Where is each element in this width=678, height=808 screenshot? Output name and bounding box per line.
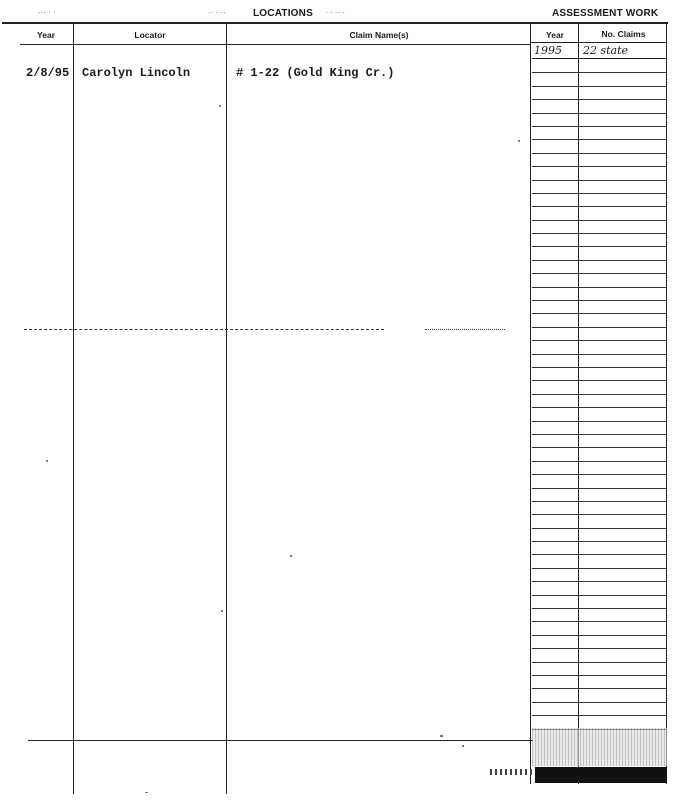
column-divider (226, 24, 227, 794)
speck (518, 140, 520, 142)
speck (462, 745, 464, 747)
scan-noise-dark (535, 767, 667, 783)
fold-line (425, 329, 505, 330)
speck (290, 555, 292, 557)
column-header-claim-names: Claim Name(s) (349, 30, 409, 40)
speck (440, 735, 443, 737)
assessment-rows (532, 60, 667, 730)
header-specks: ·· · ·· (208, 8, 226, 17)
entry-locator: Carolyn Lincoln (82, 66, 191, 80)
header-rule (20, 44, 530, 45)
column-header-no-claims: No. Claims (601, 29, 646, 39)
aw-first-rule (532, 58, 667, 59)
locations-title: LOCATIONS (253, 8, 313, 19)
column-header-aw-year: Year (546, 30, 564, 40)
column-divider (73, 24, 74, 794)
speck (219, 105, 221, 107)
fold-line (24, 329, 384, 330)
speck (221, 610, 223, 612)
top-rule (2, 22, 668, 24)
speck (145, 792, 148, 793)
scan-noise (532, 728, 667, 766)
column-header-year: Year (37, 30, 55, 40)
header-specks: · · ·· · (325, 8, 345, 17)
header-specks: ··· · · (38, 8, 56, 17)
entry-year: 2/8/95 (26, 66, 70, 80)
bottom-rule (28, 740, 533, 741)
scan-noise (490, 769, 535, 775)
aw-year-value: 1995 (534, 44, 562, 57)
assessment-work-title: ASSESSMENT WORK (552, 8, 659, 19)
aw-no-claims-value: 22 state (583, 44, 629, 57)
speck (46, 460, 48, 462)
column-header-locator: Locator (134, 30, 166, 40)
entry-claim-name: # 1-22 (Gold King Cr.) (236, 66, 395, 80)
